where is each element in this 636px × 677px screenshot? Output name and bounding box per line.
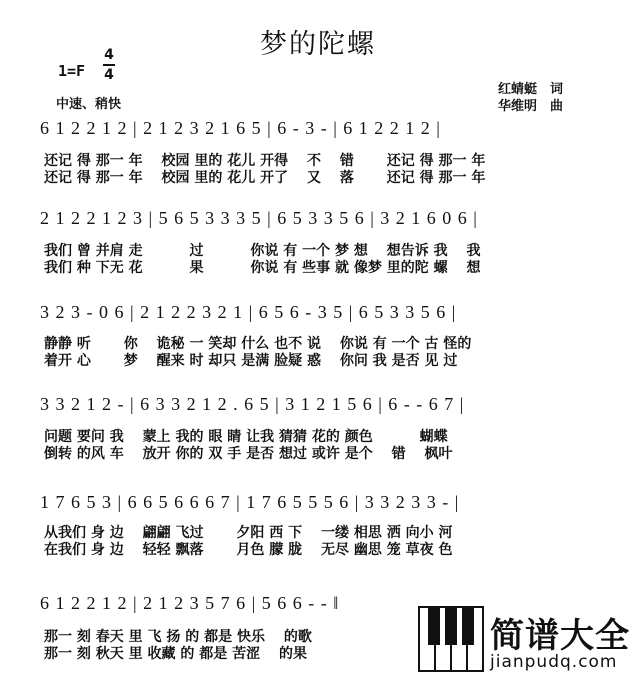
lyrics-line-1-verse-2: 还记 得 那一 年 校园 里的 花儿 开了 又 落 还记 得 那一 年 xyxy=(44,170,486,186)
piano-keys-icon xyxy=(418,606,484,672)
site-watermark xyxy=(418,606,636,677)
lyrics-line-4-verse-2: 倒转 的风 车 放开 你的 双 手 是否 想过 或许 是个 错 枫叶 xyxy=(44,446,453,462)
lyrics-line-2-verse-2: 我们 种 下无 花 果 你说 有 些事 就 像梦 里的陀 螺 想 xyxy=(44,260,481,276)
notation-line-1: 6 1 2 2 1 2 | 2 1 2 3 2 1 6 5 | 6 - 3 - | 6 1 2 2 1 2 | xyxy=(40,118,441,138)
lyrics-line-6-verse-2: 那一 刻 秋天 里 收藏 的 都是 苦涩 的果 xyxy=(44,646,307,662)
time-divider xyxy=(103,64,115,66)
notation-line-3: 3 2 3 - 0 6 | 2 1 2 2 3 2 1 | 6 5 6 - 3 5 | 6 5 3 3 5 6 | xyxy=(40,302,457,322)
lyrics-line-5-verse-1: 从我们 身 边 翩翩 飞过 夕阳 西 下 一缕 相思 洒 向小 河 xyxy=(44,525,453,541)
composer-credit: 华维明 曲 xyxy=(498,99,564,114)
notation-line-6: 6 1 2 2 1 2 | 2 1 2 3 5 7 6 | 5 6 6 - - ‖ xyxy=(40,593,340,613)
lyrics-line-1-verse-1: 还记 得 那一 年 校园 里的 花儿 开得 不 错 还记 得 那一 年 xyxy=(44,153,486,169)
watermark-name: 简谱大全 xyxy=(490,616,630,656)
lyrics-line-3-verse-1: 静静 听 你 诡秘 一 笑却 什么 也不 说 你说 有 一个 古 怪的 xyxy=(44,336,472,352)
watermark-url: jianpudq.com xyxy=(490,652,618,672)
time-top: 4 xyxy=(104,47,114,63)
time-signature xyxy=(103,47,115,83)
time-bottom: 4 xyxy=(104,66,114,83)
tempo-marking: 中速、稍快 xyxy=(56,97,122,112)
lyrics-line-6-verse-1: 那一 刻 春天 里 飞 扬 的 都是 快乐 的歌 xyxy=(44,629,312,645)
lyricist-credit: 红蜻蜓 词 xyxy=(498,82,564,97)
key-signature: 1=F xyxy=(58,62,86,80)
lyrics-line-3-verse-2: 着开 心 梦 醒来 时 却只 是满 脸疑 惑 你问 我 是否 见 过 xyxy=(44,353,458,369)
lyrics-line-4-verse-1: 问题 要问 我 蒙上 我的 眼 睛 让我 猜猜 花的 颜色 蝴蝶 xyxy=(44,429,448,445)
notation-line-5: 1 7 6 5 3 | 6 6 5 6 6 6 7 | 1 7 6 5 5 5 6 | 3 3 2 3 3 - | xyxy=(40,492,460,512)
notation-line-4: 3 3 2 1 2 - | 6 3 3 2 1 2 . 6 5 | 3 1 2 1 5 6 | 6 - - 6 7 | xyxy=(40,394,465,414)
lyrics-line-5-verse-2: 在我们 身 边 轻轻 飘落 月色 朦 胧 无尽 幽思 笼 草夜 色 xyxy=(44,542,453,558)
notation-line-2: 2 1 2 2 1 2 3 | 5 6 5 3 3 3 5 | 6 5 3 3 5 6 | 3 2 1 6 0 6 | xyxy=(40,208,478,228)
lyrics-line-2-verse-1: 我们 曾 并肩 走 过 你说 有 一个 梦 想 想告诉 我 我 xyxy=(44,243,481,259)
song-title: 梦的陀螺 xyxy=(260,29,376,60)
